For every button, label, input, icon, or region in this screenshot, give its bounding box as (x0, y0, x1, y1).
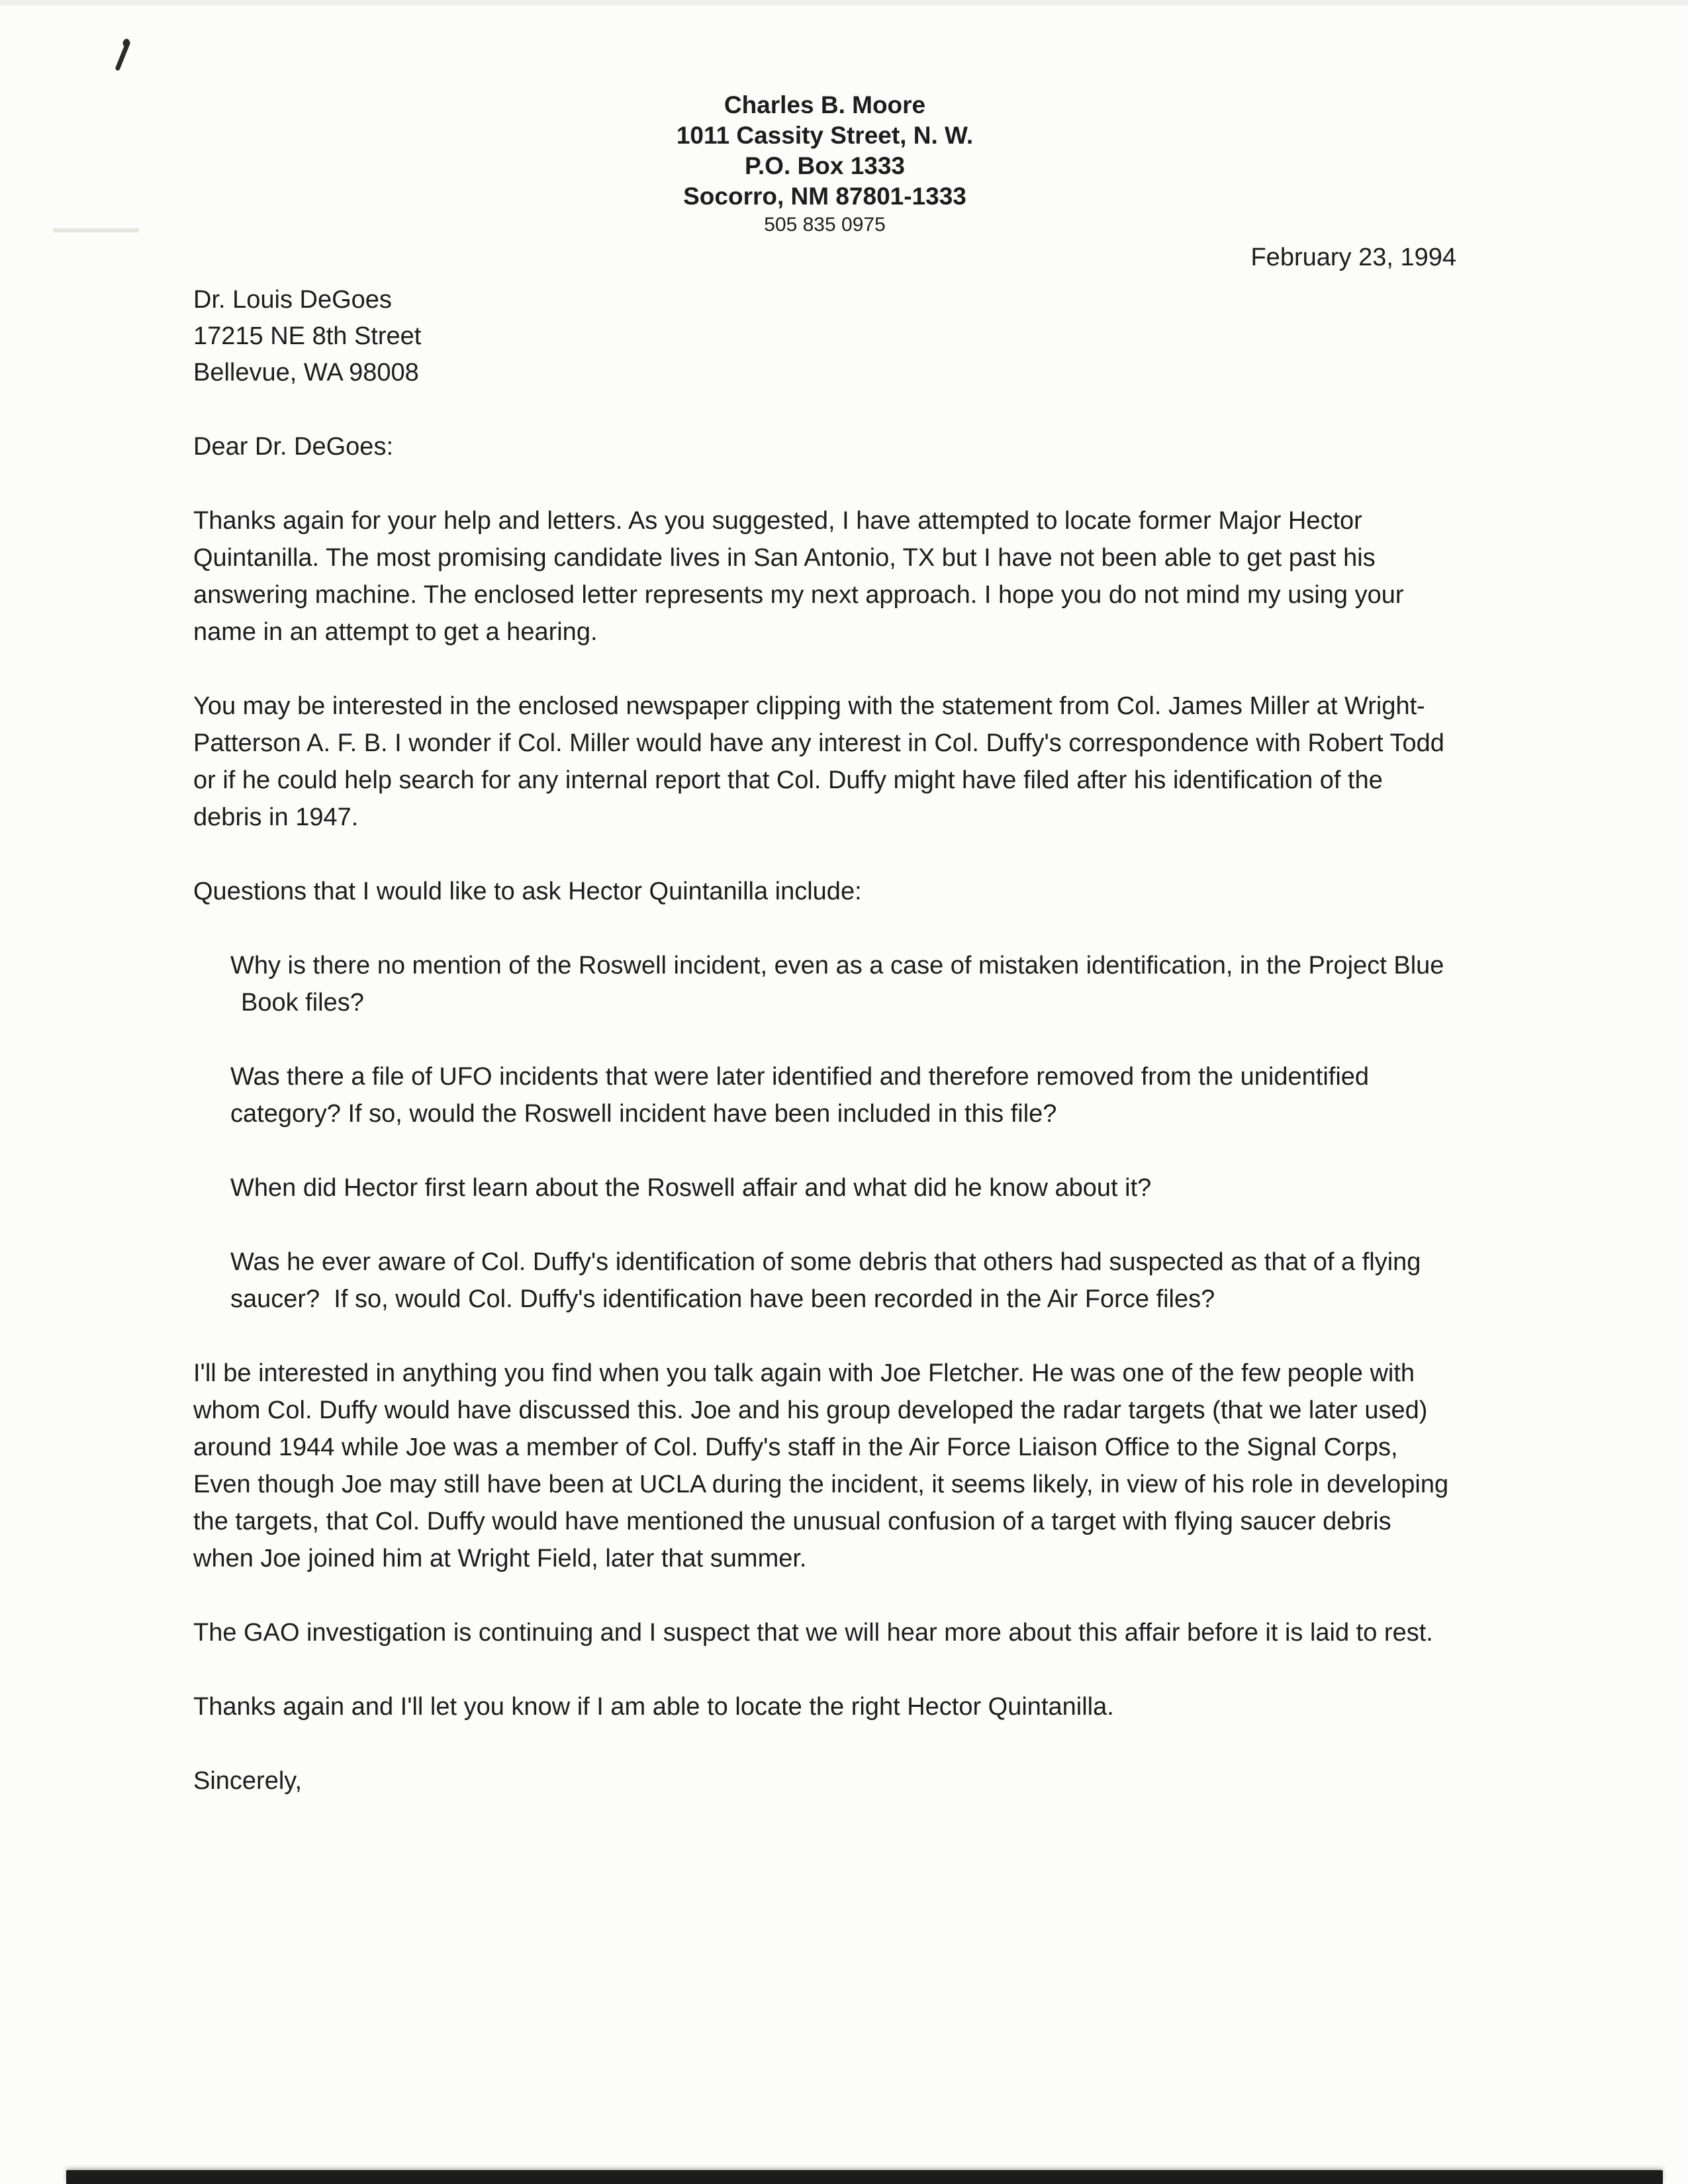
question-item-1: Why is there no mention of the Roswell incident, even as a case of mistaken identification, in the Project Blue Book files? (230, 952, 1451, 1017)
sender-name: Charles B. Moore (724, 91, 926, 118)
recipient-street: 17215 NE 8th Street (193, 322, 422, 350)
paragraph-5: The GAO investigation is continuing and I suspect that we will hear more about this affair before it is laid to rest. (193, 1619, 1433, 1647)
salutation: Dear Dr. DeGoes: (193, 433, 393, 461)
letter-date: February 23, 1994 (1250, 244, 1456, 271)
recipient-city: Bellevue, WA 98008 (193, 359, 419, 387)
paragraph-6: Thanks again and I'll let you know if I am able to locate the right Hector Quintanilla. (193, 1693, 1114, 1721)
sender-block (193, 90, 1456, 238)
recipient-block (193, 282, 1456, 391)
recipient-name: Dr. Louis DeGoes (193, 286, 392, 314)
question-item-2: Was there a file of UFO incidents that were later identified and therefore removed from the unidentified category? If so, would the Roswell incident have been included in this file? (230, 1063, 1376, 1128)
sender-address-line-1: 1011 Cassity Street, N. W. (676, 122, 974, 149)
scan-artifact-bottom-bar (66, 2170, 1663, 2184)
questions-intro: Questions that I would like to ask Hector Quintanilla include: (193, 878, 862, 905)
question-item-3: When did Hector first learn about the Roswell affair and what did he know about it? (230, 1174, 1152, 1202)
paragraph-4: I'll be interested in anything you find when you talk again with Joe Fletcher. He was one of the few people with whom Col. Duffy would have discussed this. Joe and his group developed the radar targets (that we later used) around 1944 while Joe was a member of Col. Duffy's staff in the Air Force Liaison Office to the Signal Corps, Even though Joe may still have been at UCLA during the incident, it seems likely, in view of his role in developing the targets, that Col. Duffy would have mentioned the unusual confusion of a target with flying saucer debris when Joe joined him at Wright Field, later that summer. (193, 1359, 1456, 1572)
sender-address-line-2: P.O. Box 1333 (744, 152, 906, 179)
sender-phone: 505 835 0975 (764, 214, 886, 236)
question-item-4: Was he ever aware of Col. Duffy's identification of some debris that others had suspected as that of a flying saucer? If so, would Col. Duffy's identification have been recorded in the Air Force files? (230, 1248, 1428, 1313)
closing: Sincerely, (193, 1767, 303, 1795)
paragraph-2: You may be interested in the enclosed newspaper clipping with the statement from Col. James Miller at Wright-Patterson A. F. B. I wonder if Col. Miller would have any interest in Col. Duffy's correspondence with Robert Todd or if he could help search for any internal report that Col. Duffy might have filed after his identification of the debris in 1947. (193, 692, 1452, 831)
sender-address-line-3: Socorro, NM 87801-1333 (683, 183, 966, 210)
paragraph-1: Thanks again for your help and letters. As you suggested, I have attempted to locate former Major Hector Quintanilla. The most promising candidate lives in San Antonio, TX but I have not been able to get past his answering machine. The enclosed letter represents my next approach. I hope you do not mind my using your name in an attempt to get a hearing. (193, 507, 1411, 646)
